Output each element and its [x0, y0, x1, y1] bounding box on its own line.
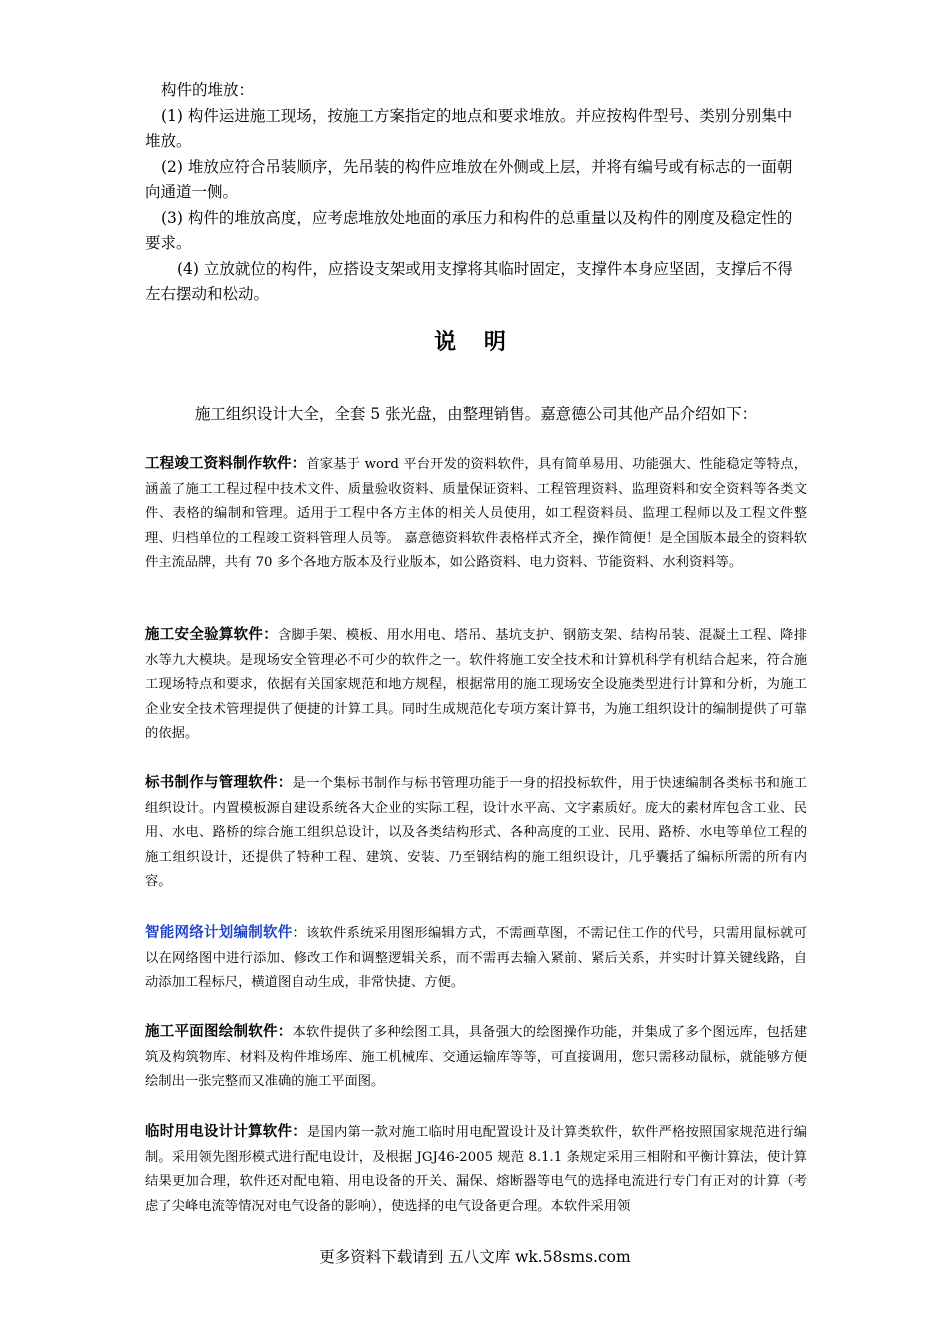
- product-description: 是国内第一款对施工临时用电配置设计及计算类软件，软件严格按照国家规范进行编制。采用领先图形模式进行配电设计，及根据 JGJ46-2005 规范 8.1.1 条规定采用三相附和平衡计算法，使计算结果更加合理，软件还对配电箱、用电设备的开关、漏保、熔断器等电气的选择电流进行专门有正对的计算（考虑了尖峰电流等情况对电气设备的影响），使选择的电气设备更合理。本软件采用领: [145, 1125, 808, 1214]
- product-section: [145, 1020, 807, 1095]
- product-section: [145, 452, 807, 576]
- stacking-section: [145, 78, 807, 308]
- stacking-heading: 构件的堆放：: [161, 81, 255, 99]
- product-section: [145, 771, 807, 895]
- product-name-link[interactable]: 智能网络计划编制软件: [145, 925, 293, 941]
- product-description: 含脚手架、模板、用水用电、塔吊、基坑支护、钢筋支架、结构吊装、混凝土工程、降排水等九大模块。是现场安全管理必不可少的软件之一。软件将施工安全技术和计算机科学有机结合起来，符合施工现场特点和要求，依据有关国家规范和地方规程，根据常用的施工现场安全设施类型进行计算和分析，为施工企业安全技术管理提供了便捷的计算工具。同时生成规范化专项方案计算书，为施工组织设计的编制提供了可靠的依据。: [145, 628, 808, 741]
- page-title: 说 明: [434, 330, 516, 355]
- stacking-item: (3) 构件的堆放高度，应考虑堆放处地面的承压力和构件的总重量以及构件的刚度及稳定性的要求。: [145, 208, 793, 252]
- product-section: [145, 1120, 807, 1219]
- product-name: 工程竣工资料制作软件：: [145, 456, 307, 472]
- product-description: ：该软件系统采用图形编辑方式，不需画草图，不需记住工作的代号，只需用鼠标就可以在网络图中进行添加、修改工作和调整逻辑关系，而不需再去输入紧前、紧后关系，并实时计算关键线路，自动添加工程标尺，横道图自动生成，非常快捷、方便。: [145, 926, 808, 990]
- product-section: [145, 921, 807, 996]
- product-name: 施工安全验算软件：: [145, 627, 278, 643]
- product-description: 是一个集标书制作与标书管理功能于一身的招投标软件，用于快速编制各类标书和施工组织设计。内置模板源自建设系统各大企业的实际工程，设计水平高、文字素质好。庞大的素材库包含工业、民用、水电、路桥的综合施工组织总设计，以及各类结构形式、各种高度的工业、民用、路桥、水电等单位工程的施工组织设计，还提供了特种工程、建筑、安装、乃至钢结构的施工组织设计，几乎囊括了编标所需的所有内容。: [145, 776, 808, 889]
- product-description: 本软件提供了多种绘图工具，具备强大的绘图操作功能，并集成了多个图远库，包括建筑及构筑物库、材料及构件堆场库、施工机械库、交通运输库等等，可直接调用，您只需移动鼠标，就能够方便绘制出一张完整而又准确的施工平面图。: [145, 1025, 808, 1089]
- product-description: 首家基于 word 平台开发的资料软件，具有简单易用、功能强大、性能稳定等特点，涵盖了施工工程过程中技术文件、质量验收资料、质量保证资料、工程管理资料、监理资料和安全资料等各类文件、表格的编制和管理。适用于工程中各方主体的相关人员使用，如工程资料员、监理工程师以及工程文件整理、归档单位的工程竣工资料管理人员等。 嘉意德资料软件表格样式齐全，操作简便！是全国版本最全的资料软件主流品牌，共有 70 多个各地方版本及行业版本，如公路资料、电力资料、节能资料、水利资料等。: [145, 457, 807, 570]
- product-section: [145, 623, 807, 747]
- stacking-item: (2) 堆放应符合吊装顺序，先吊装的构件应堆放在外侧或上层，并将有编号或有标志的一面朝向通道一侧。: [145, 157, 793, 201]
- footer-link[interactable]: 更多资料下载请到 五八文库 wk.58sms.com: [319, 1248, 631, 1266]
- intro-paragraph: 施工组织设计大全，全套 5 张光盘，由整理销售。嘉意德公司其他产品介绍如下：: [194, 405, 758, 423]
- product-name: 临时用电设计计算软件：: [145, 1124, 307, 1140]
- product-name: 施工平面图绘制软件：: [145, 1024, 293, 1040]
- product-name: 标书制作与管理软件：: [145, 775, 293, 791]
- stacking-item: (1) 构件运进施工现场，按施工方案指定的地点和要求堆放。并应按构件型号、类别分别集中堆放。: [145, 106, 793, 150]
- stacking-item: (4) 立放就位的构件，应搭设支架或用支撑将其临时固定，支撑件本身应坚固，支撑后不得左右摆动和松动。: [145, 259, 793, 303]
